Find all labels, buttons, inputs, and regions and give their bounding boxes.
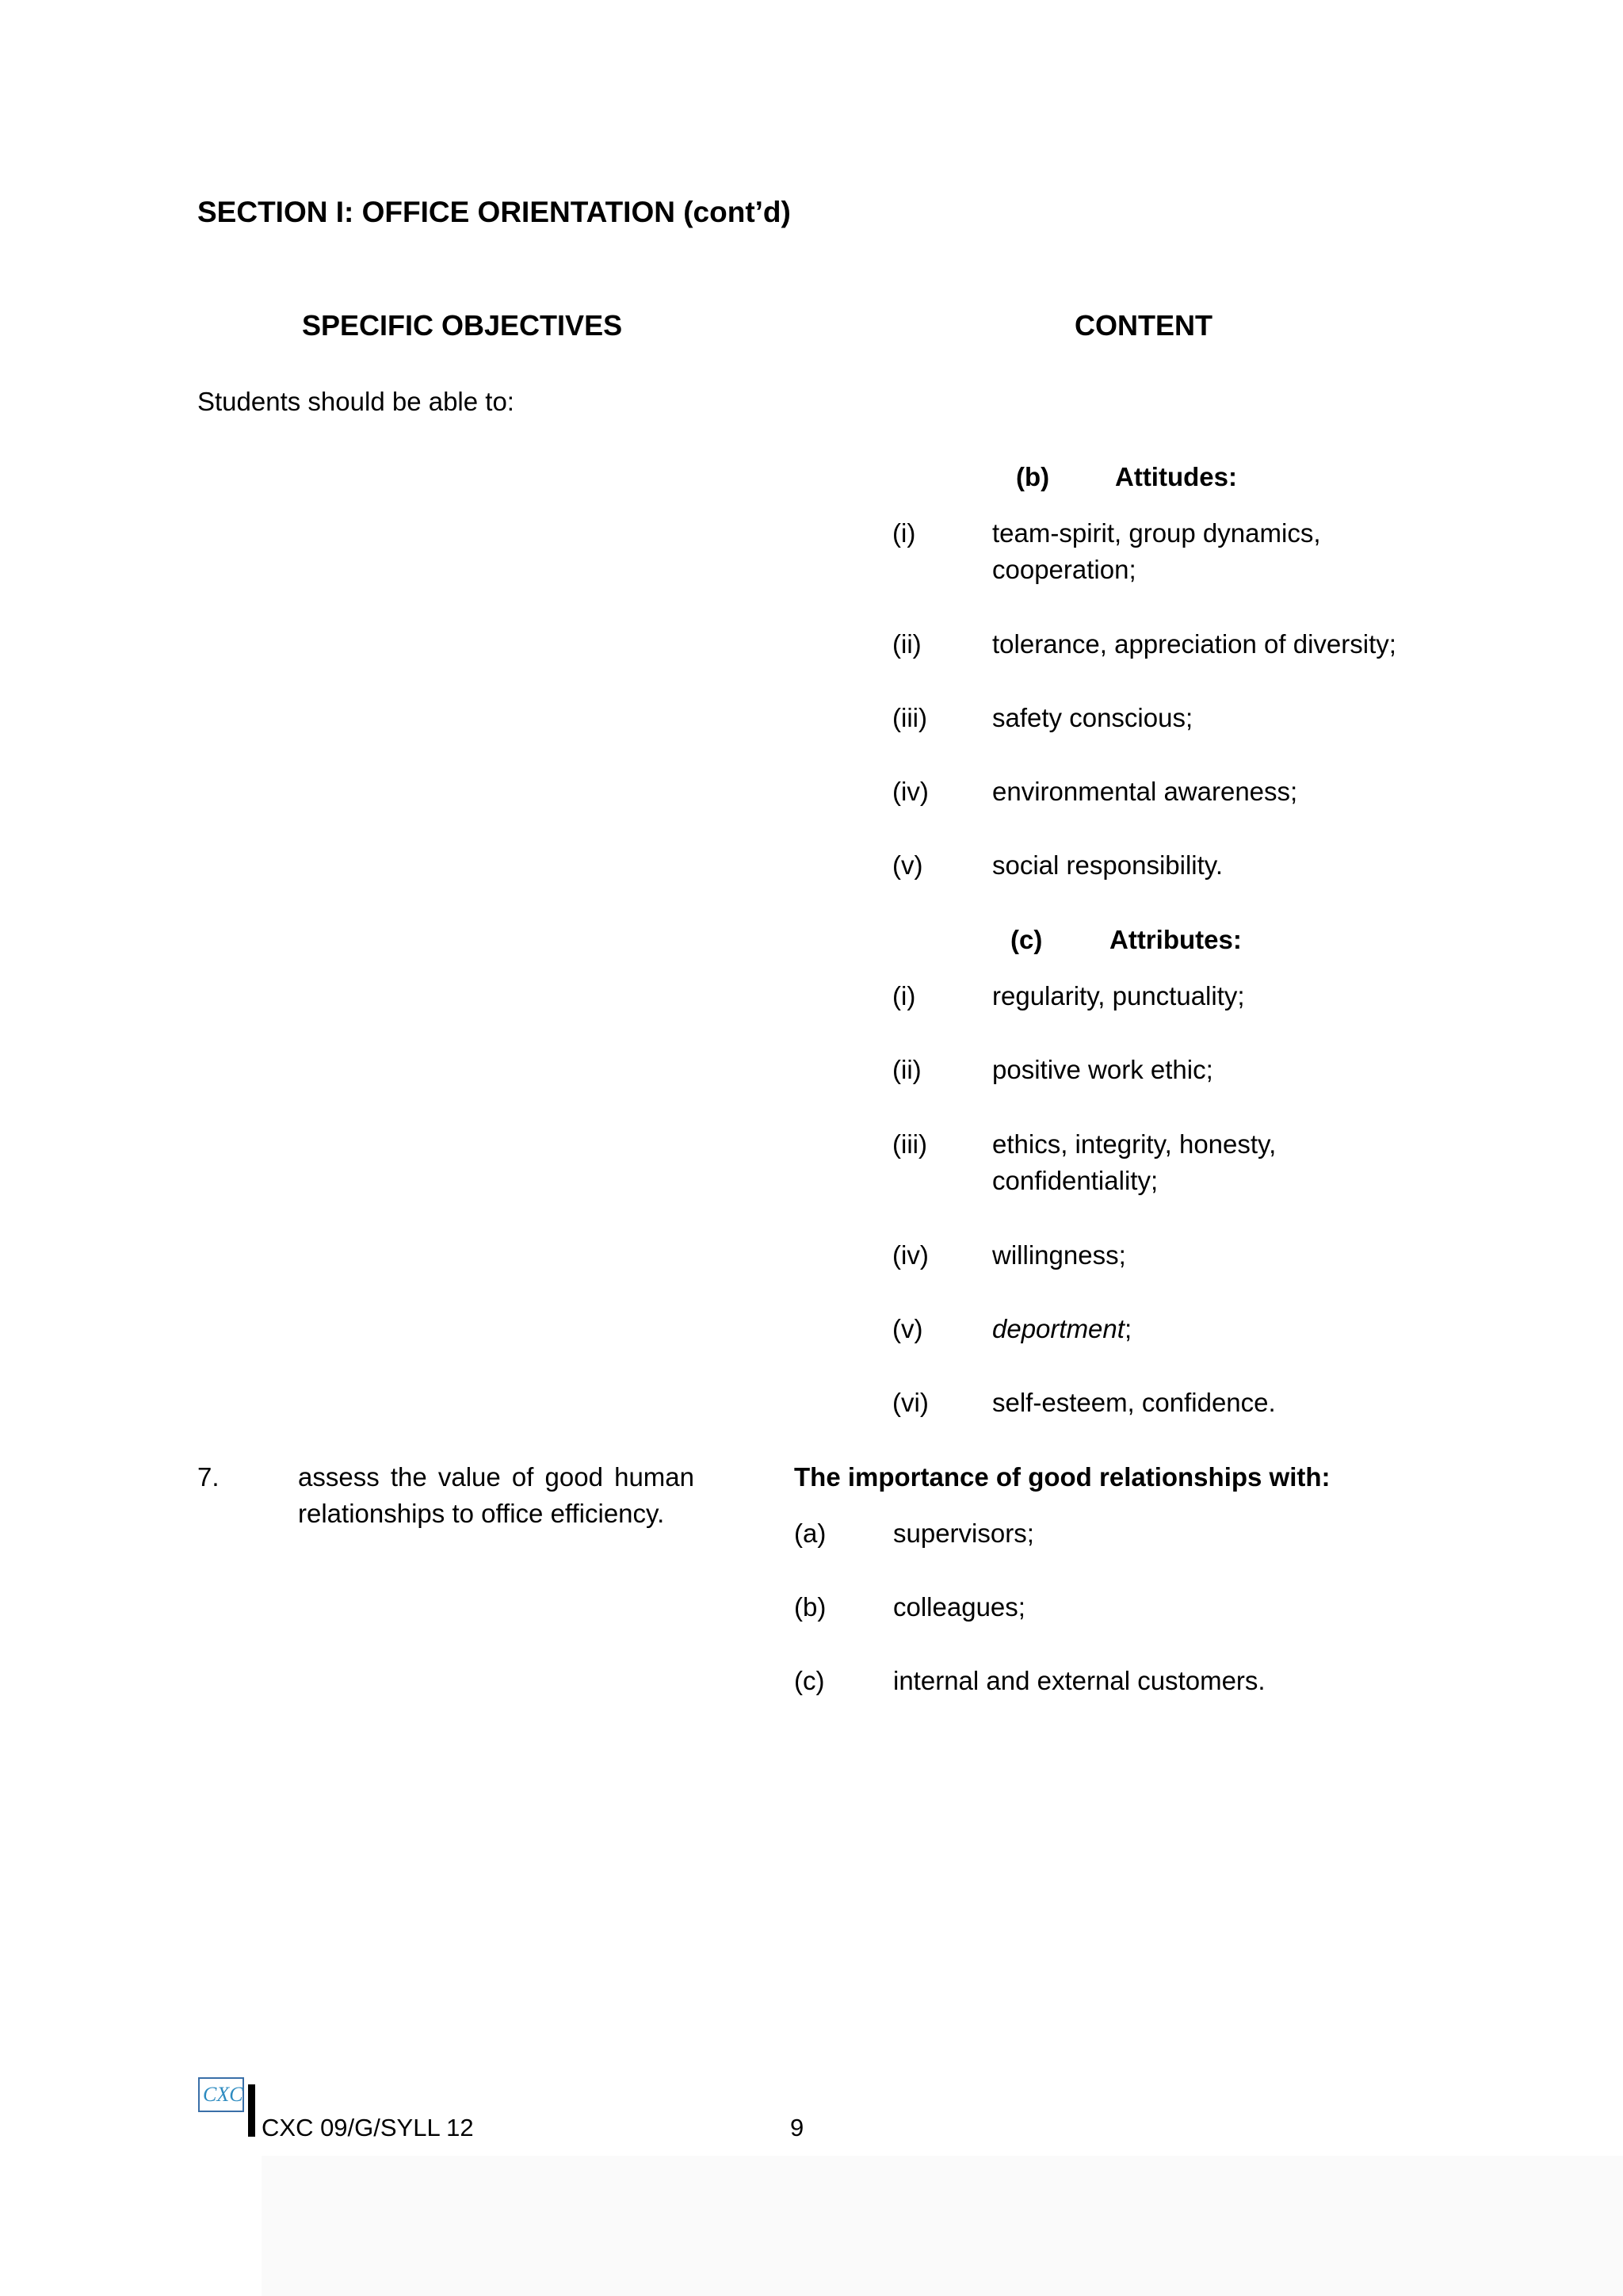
list-item-number: (iv) [892, 777, 929, 806]
page-number: 9 [790, 2114, 804, 2141]
list-item-text: ethics, integrity, honesty, [992, 1129, 1277, 1159]
list-item-punctuation: ; [1124, 1314, 1132, 1343]
attitudes-title: Attitudes: [1115, 462, 1237, 491]
logo-text: CXC [203, 2083, 243, 2106]
list-item-text: self-esteem, confidence. [992, 1388, 1276, 1417]
list-item-number: (iii) [892, 1129, 927, 1159]
list-item-number: (c) [794, 1666, 825, 1695]
list-item-text: supervisors; [893, 1519, 1034, 1548]
list-item-number: (iv) [892, 1240, 929, 1270]
list-item-number: (iii) [892, 703, 927, 732]
italic-term: deportment [992, 1314, 1125, 1343]
list-item-text [992, 1311, 1132, 1347]
section-title: SECTION I: OFFICE ORIENTATION (cont’d) [197, 196, 791, 228]
list-item-number: (ii) [892, 629, 922, 659]
list-item-text: regularity, punctuality; [992, 981, 1245, 1010]
list-item-text: colleagues; [893, 1592, 1025, 1622]
list-item-text: tolerance, appreciation of diversity; [992, 629, 1396, 659]
list-item-text: willingness; [992, 1240, 1126, 1270]
students-intro: Students should be able to: [197, 387, 514, 416]
list-item-text: confidentiality; [992, 1166, 1159, 1195]
list-item-text: environmental awareness; [992, 777, 1298, 806]
list-item-text: positive work ethic; [992, 1055, 1213, 1084]
relationships-title: The importance of good relationships with: [794, 1462, 1331, 1492]
objective-text: assess the value of good human relationships to office efficiency. [298, 1462, 694, 1528]
list-item-text: internal and external customers. [893, 1666, 1266, 1695]
list-item-number: (a) [794, 1519, 827, 1548]
list-item-text: team-spirit, group dynamics, [992, 518, 1321, 548]
objective-number: 7. [197, 1462, 220, 1492]
list-item-text: social responsibility. [992, 850, 1224, 880]
list-item-text: cooperation; [992, 555, 1136, 584]
list-item-number: (b) [794, 1592, 827, 1622]
list-item-number: (vi) [892, 1388, 929, 1417]
attributes-label: (c) [1010, 925, 1043, 954]
footer-divider [248, 2084, 255, 2137]
list-item-text: safety conscious; [992, 703, 1193, 732]
objectives-column-header: SPECIFIC OBJECTIVES [302, 309, 623, 342]
attributes-title: Attributes: [1109, 925, 1242, 954]
list-item-number: (i) [892, 981, 916, 1010]
footer-code: CXC 09/G/SYLL 12 [262, 2114, 474, 2141]
list-item-number: (ii) [892, 1055, 922, 1084]
footer-shade [262, 2156, 1623, 2296]
attitudes-label: (b) [1016, 462, 1050, 491]
list-item-number: (v) [892, 850, 923, 880]
cxc-logo [198, 2077, 244, 2112]
content-column-header: CONTENT [1075, 309, 1212, 342]
list-item-number: (i) [892, 518, 916, 548]
list-item-number: (v) [892, 1314, 923, 1343]
